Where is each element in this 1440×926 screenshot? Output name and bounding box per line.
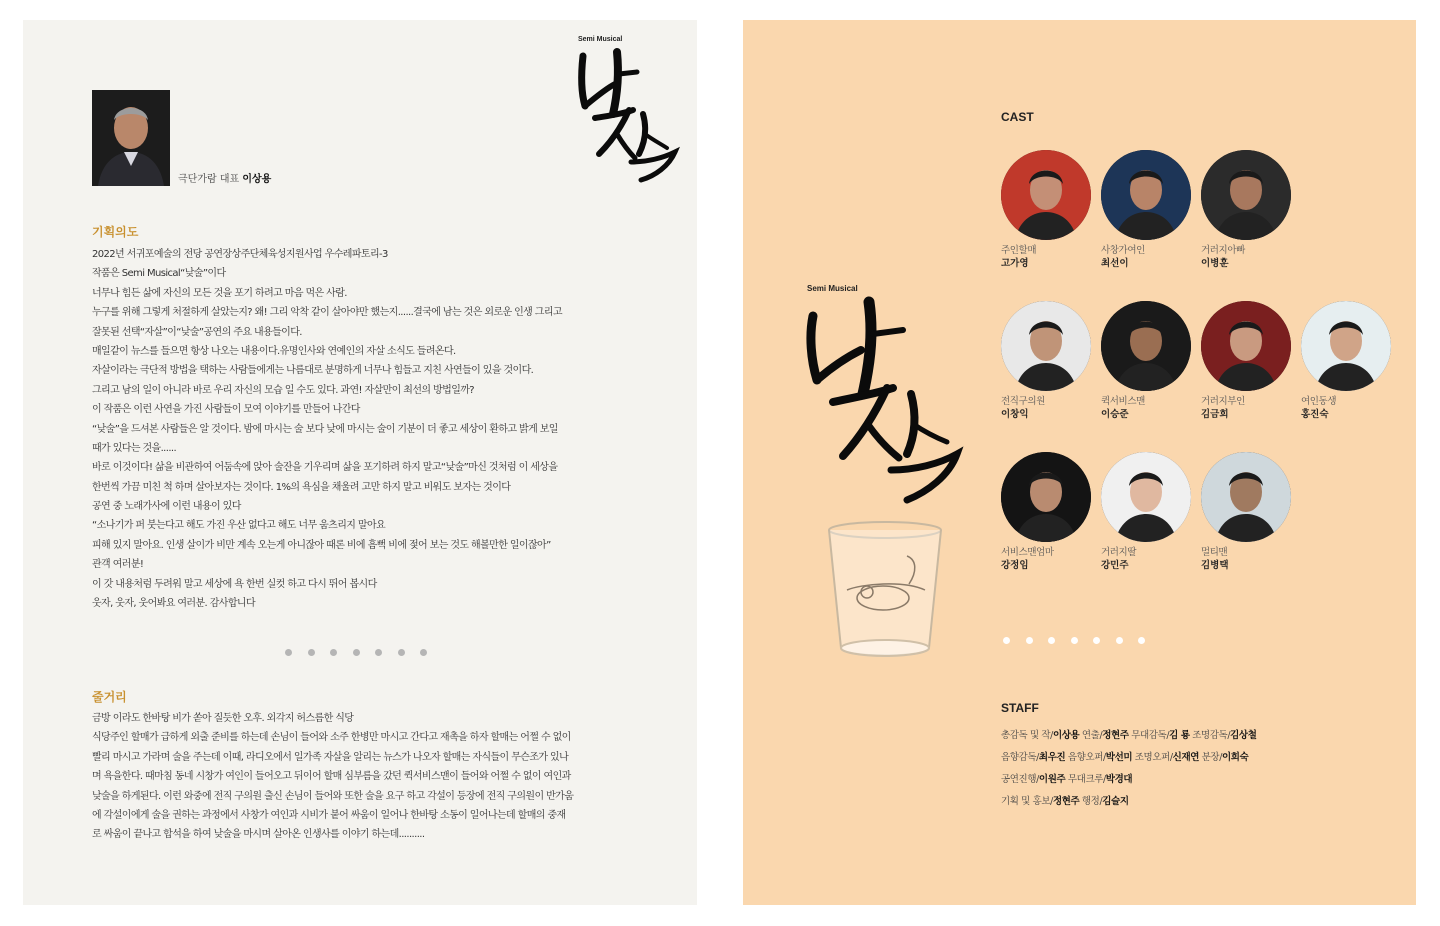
cast-member: [1101, 452, 1196, 572]
page-dot: [1071, 637, 1078, 644]
staff-role: 연출/: [1079, 730, 1103, 741]
page-indicator-right: [1003, 637, 1145, 644]
planning-line: 그리고 남의 일이 아니라 바로 우리 자신의 모습 일 수도 있다. 과연! 자살만이 최선의 방법일까?: [92, 384, 475, 396]
synopsis-line: 낮술을 하게된다. 이런 와중에 전직 구의원 출신 손님이 들어와 또한 술을 요구 하고 각설이 등장에 전직 구의원이 반가움: [92, 790, 574, 802]
staff-name: 이상용: [1052, 730, 1080, 741]
cast-name: 김금희: [1201, 409, 1229, 420]
cast-role: 거러지부인: [1201, 396, 1245, 407]
staff-role: 음향감독/: [1001, 752, 1039, 763]
author-caption: [178, 170, 271, 185]
staff-role: 공연진행/: [1001, 774, 1039, 785]
left-page: [23, 20, 697, 905]
planning-line: 작품은 Semi Musical“낮술”이다: [92, 268, 226, 280]
page-dot: [353, 649, 360, 656]
logo-brush-title-right: [803, 284, 968, 514]
page-dot: [420, 649, 427, 656]
cast-name: 김병택: [1201, 560, 1229, 571]
page-dot: [375, 649, 382, 656]
staff-name: 박경대: [1105, 774, 1133, 785]
staff-name: 최우진: [1038, 752, 1066, 763]
planning-line: 때가 있다는 것을......: [92, 442, 177, 454]
planning-line: 관객 여러분!: [92, 559, 144, 571]
cast-member: [1301, 301, 1396, 421]
staff-line: [1001, 747, 1256, 769]
cast-role: 전직구의원: [1001, 396, 1045, 407]
cast-name: 이창익: [1001, 409, 1029, 420]
page-dot: [1003, 637, 1010, 644]
page-dot: [308, 649, 315, 656]
cast-role: 거러지아빠: [1201, 245, 1245, 256]
cast-name: 강정임: [1001, 560, 1029, 571]
cast-member: [1101, 301, 1196, 421]
author-portrait: [92, 90, 170, 186]
staff-name: 정현주: [1102, 730, 1129, 741]
cast-member: [1001, 301, 1096, 421]
planning-line: 이 작품은 이런 사연을 가진 사람들이 모여 이야기를 만들어 나간다: [92, 404, 360, 416]
cast-photo: [1101, 150, 1191, 240]
right-page: [743, 20, 1416, 905]
planning-paragraph: [92, 245, 637, 613]
staff-line: [1001, 769, 1256, 791]
staff-role: 무대크루/: [1065, 774, 1106, 785]
author-name: 이상용: [242, 174, 272, 185]
cast-photo: [1301, 301, 1391, 391]
cast-role: 여인동생: [1301, 396, 1337, 407]
planning-line: 이 갓 내용처럼 두려워 말고 세상에 욕 한번 실컷 하고 다시 뛰어 봅시다: [92, 578, 377, 590]
staff-line: [1001, 725, 1256, 747]
staff-role: 분장/: [1199, 752, 1222, 763]
staff-name: 이희숙: [1222, 752, 1249, 763]
planning-line: 웃자, 웃자, 웃어봐요 여러분. 감사합니다: [92, 598, 256, 610]
cast-name: 최선이: [1101, 258, 1129, 269]
synopsis-line: 금방 이라도 한바탕 비가 쏟아 질듯한 오후. 외각지 허스름한 식당: [92, 713, 354, 724]
staff-name: 정현주: [1052, 796, 1080, 807]
page-dot: [1116, 637, 1123, 644]
staff-role: 음향오퍼/: [1065, 752, 1106, 763]
page-dot: [1026, 637, 1033, 644]
page-dot: [330, 649, 337, 656]
cast-role: 멀티맨: [1201, 547, 1228, 558]
staff-role: 조명오퍼/: [1132, 752, 1173, 763]
page-dot: [1048, 637, 1055, 644]
planning-line: 공연 중 노래가사에 이런 내용이 있다: [92, 501, 241, 513]
page-indicator-left: [285, 649, 427, 656]
staff-role: 기획 및 홍보/: [1001, 796, 1053, 807]
cast-name: 이병훈: [1201, 258, 1229, 269]
synopsis-line: 빨리 마시고 가라며 술을 주는데 이때, 라디오에서 일가족 자살을 알리는 뉴스가 나오자 할매는 자식들이 무슨조가 있나: [92, 751, 569, 763]
page-dot: [285, 649, 292, 656]
cast-role: 거러지딸: [1101, 547, 1137, 558]
cast-name: 강민주: [1101, 560, 1129, 571]
planning-line: 한번씩 가끔 미친 척 하며 살아보자는 것이다. 1%의 욕심을 채울려 고만 하지 말고 비워도 보자는 것이다: [92, 481, 511, 493]
cast-member: [1001, 452, 1096, 572]
planning-line: 잘못된 선택“자살”이“낮술”공연의 주요 내용들이다.: [92, 326, 302, 338]
cast-member: [1201, 301, 1296, 421]
cast-name: 홍진숙: [1301, 409, 1329, 420]
cast-member: [1101, 150, 1196, 270]
cast-role: 서비스맨엄마: [1001, 547, 1054, 558]
staff-role: 행정/: [1079, 796, 1103, 807]
planning-line: “소나기가 퍼 붓는다고 해도 가진 우산 없다고 해도 너무 움츠리지 말아요: [92, 520, 386, 532]
logo-subtitle-right: Semi Musical: [807, 284, 858, 293]
page-dot: [398, 649, 405, 656]
staff-role: 무대감독/: [1128, 730, 1170, 741]
planning-line: 피해 있지 말아요. 인생 살이가 비만 계속 오는게 아니잖아 때론 비에 흠뻑 비에 젖어 보는 것도 해볼만한 일이잖아”: [92, 539, 551, 551]
synopsis-line: 식당주인 할매가 급하게 외출 준비를 하는데 손님이 들어와 소주 한병만 마시고 간다고 재촉을 하자 할매는 어쩔 수 없이: [92, 732, 571, 744]
planning-line: 자살이라는 극단적 방법을 택하는 사람들에게는 나름대로 분명하게 너무나 힘들고 지친 사연들이 있을 것이다.: [92, 365, 534, 377]
synopsis-title: 줄거리: [92, 690, 127, 704]
staff-credits: [1001, 725, 1256, 813]
synopsis-line: 며 욕을한다. 때마침 동네 시창가 여인이 들어오고 뒤이어 할매 심부름을 갔던 퀵서비스맨이 들어와 어쩔 수 없이 여인과: [92, 771, 571, 783]
planning-line: 누구를 위해 그렇게 처절하게 살았는지? 왜! 그리 악착 같이 살아야만 했는지......결국에 남는 것은 외로운 인생 그리고: [92, 307, 562, 319]
cast-photo: [1001, 301, 1091, 391]
planning-line: 매일같이 뉴스를 들으면 항상 나오는 내용이다.유명인사와 연예인의 자살 소식도 들려온다.: [92, 345, 456, 357]
author-label: 극단가람 대표: [178, 174, 240, 185]
cast-role: 퀵서비스맨: [1101, 396, 1145, 407]
cast-photo: [1201, 150, 1291, 240]
planning-line: 너무나 힘든 삶에 자신의 모든 것을 포기 하려고 마음 먹은 사람.: [92, 287, 347, 299]
staff-name: 신재연: [1172, 752, 1200, 763]
cast-heading: CAST: [1001, 110, 1034, 124]
staff-name: 김슬지: [1102, 796, 1129, 807]
planning-line: 2022년 서귀포예술의 전당 공연장상주단체육성지원사업 우수레파토리-3: [92, 249, 388, 260]
cast-photo: [1001, 452, 1091, 542]
cast-member: [1201, 452, 1296, 572]
logo-subtitle: Semi Musical: [578, 36, 623, 43]
synopsis-line: 에 각설이에게 술을 권하는 과정에서 사창가 여인과 시비가 붙어 싸움이 일어나 한바탕 소동이 일어나는데 할매의 중재: [92, 809, 566, 821]
cast-photo: [1201, 452, 1291, 542]
staff-heading: STAFF: [1001, 701, 1039, 715]
synopsis-line: 로 싸움이 끝나고 합석을 하여 낮술을 마시며 살아온 인생사를 이야기 하는데..........: [92, 829, 425, 841]
cast-member: [1201, 150, 1296, 270]
staff-name: 이원주: [1038, 774, 1066, 785]
cast-name: 고가영: [1001, 258, 1029, 269]
planning-line: “낮술”을 드셔본 사람들은 알 것이다. 밤에 마시는 술 보다 낮에 마시는 술이 기분이 더 좋고 세상이 환하고 밝게 보일: [92, 423, 558, 435]
logo-brush-title: [571, 44, 683, 184]
planning-line: 바로 이것이다! 삶을 비관하여 어둠속에 앉아 술잔을 기우리며 삶을 포기하려 하지 말고“낮술”마신 것처럼 이 세상을: [92, 462, 558, 474]
cast-name: 이승준: [1101, 409, 1129, 420]
cast-photo: [1101, 452, 1191, 542]
planning-title: 기획의도: [92, 225, 139, 239]
cast-role: 주인할매: [1001, 245, 1037, 256]
synopsis-paragraph: [92, 709, 637, 845]
cast-photo: [1101, 301, 1191, 391]
cast-photo: [1201, 301, 1291, 391]
page-dot: [1093, 637, 1100, 644]
cast-member: [1001, 150, 1096, 270]
staff-name: 박선미: [1105, 752, 1133, 763]
staff-role: 조명감독/: [1189, 730, 1231, 741]
staff-name: 김상철: [1230, 730, 1257, 741]
cast-role: 사창가여인: [1101, 245, 1145, 256]
staff-line: [1001, 791, 1256, 813]
staff-name: 김 룡: [1169, 730, 1190, 741]
soju-glass-illustration: [821, 520, 951, 670]
page-dot: [1138, 637, 1145, 644]
cast-photo: [1001, 150, 1091, 240]
staff-role: 총감독 및 작/: [1001, 730, 1053, 741]
